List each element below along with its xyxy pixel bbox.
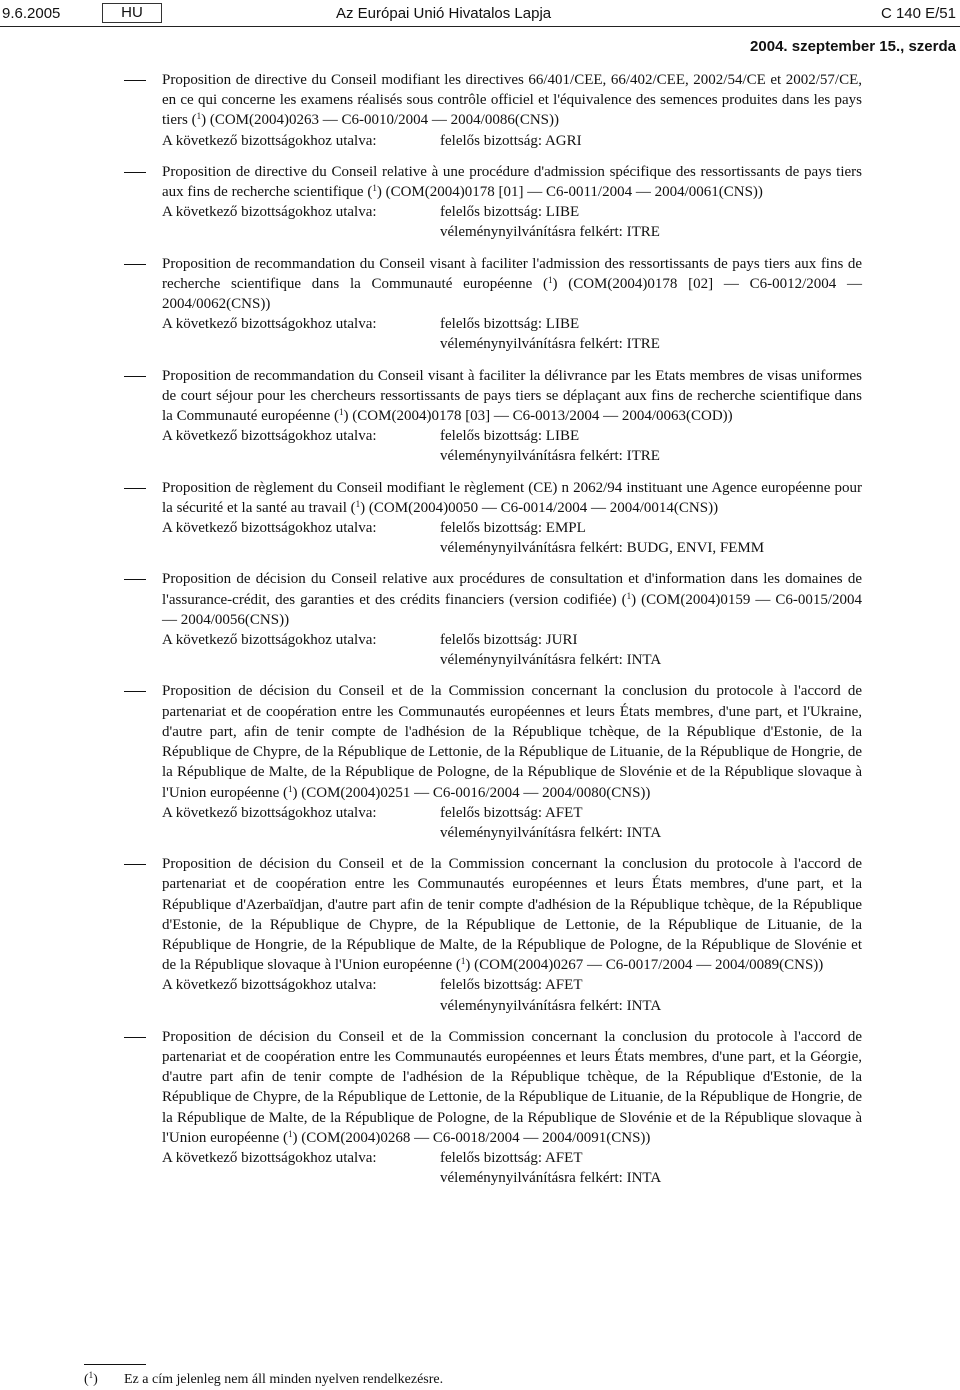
proposal-entry <box>0 681 960 843</box>
proposal-title: Proposition de directive du Conseil modifiant les directives 66/401/CEE, 66/402/CEE, 2002/54/CE et 2002/57/CE, en ce qui concerne les examens réalisés sous contrôle officiel et l'équivalence des semences produites dans les pays tiers ($^1$) (COM(2004)0263 — C6-0010/2004 — 2004/0086(CNS)) <box>162 72 862 129</box>
committee-assignment <box>162 202 862 242</box>
opinion-committee: véleménynyilvánításra felkért: ITRE <box>440 448 660 465</box>
proposal-entry <box>0 70 960 151</box>
proposal-title: Proposition de règlement du Conseil modifiant le règlement (CE) n 2062/94 instituant une Agence européenne pour la sécurité et la santé au travail ($^1$) (COM(2004)0050 — C6-0014/2004 — 2004/0014(CNS)) <box>162 479 862 516</box>
committee-assignment <box>162 1148 862 1188</box>
proposal-list <box>0 70 960 1199</box>
committee-assignment <box>162 131 862 151</box>
proposal-entry <box>0 569 960 670</box>
committee-assignment <box>162 803 862 843</box>
committee-assignment <box>162 426 862 466</box>
em-dash-bullet <box>124 376 146 377</box>
responsible-committee: felelős bizottság: AGRI <box>440 132 582 149</box>
responsible-committee: felelős bizottság: EMPL <box>440 520 586 537</box>
proposal-entry <box>0 162 960 243</box>
proposal-title: Proposition de décision du Conseil relative aux procédures de consultation et d'information dans les domaines de l'assurance-crédit, des garanties et des crédits financiers (version codifiée) ($^1$) (COM(2004)0159 — C6-0015/2004 — 2004/0056(CNS)) <box>162 571 863 628</box>
opinion-committee: véleménynyilvánításra felkért: ITRE <box>440 224 660 241</box>
committee-assignment <box>162 518 862 558</box>
proposal-entry <box>0 854 960 1016</box>
em-dash-bullet <box>124 691 146 692</box>
proposal-title: Proposition de directive du Conseil relative à une procédure d'admission spécifique des ressortissants de pays tiers aux fins de recherche scientifique ($^1$) (COM(2004)0178 [01] — C6-0011/2004 — 2004/0061(CNS)) <box>162 163 862 201</box>
footnote <box>84 1371 443 1389</box>
opinion-committee: véleménynyilvánításra felkért: INTA <box>440 652 662 669</box>
proposal-title: Proposition de décision du Conseil et de la Commission concernant la conclusion du protocole à l'accord de partenariat et de coopération entre les Communautés européennes et leurs États membres, d'une part, et la République d'Azerbaïdjan, d'autre part afin de tenir compte d'adhésion de la République tchèque, de la République d'Estonie, de la République de Chypre, de la République de Lettonie, de la République de Lituanie, de la République de Hongrie, de la République de Malte, de la République de Pologne, de la République de Slovénie et de la République slovaque à l'Union européenne ($^1$) (COM(2004)0267 — C6-0017/2004 — 2004/0089(CNS)) <box>162 856 862 974</box>
proposal-title: Proposition de décision du Conseil et de la Commission concernant la conclusion du protocole à l'accord de partenariat et de coopération entre les Communautés européennes et leurs États membres, d'une part, et la Géorgie, d'autre part afin de tenir compte de l'adhésion de la République tchèque, de la République d'Estonie, de la République de Chypre, de la République de Lettonie, de la République de Lituanie, de la République de Hongrie, de la République de Malte, de la République de Pologne, de la République de Slovénie et de la République slovaque à l'Union européenne ($^1$) (COM(2004)0268 — C6-0018/2004 — 2004/0091(CNS)) <box>162 1028 862 1146</box>
em-dash-bullet <box>124 488 146 489</box>
responsible-committee: felelős bizottság: LIBE <box>440 204 580 221</box>
opinion-committee: véleménynyilvánításra felkért: BUDG, ENVI, FEMM <box>440 540 765 557</box>
em-dash-bullet <box>124 1037 146 1038</box>
footnote-mark: ($^1$) <box>84 1370 98 1387</box>
committee-assignment <box>162 314 862 354</box>
footnote-text: Ez a cím jelenleg nem áll minden nyelven rendelkezésre. <box>124 1372 444 1387</box>
em-dash-bullet <box>124 264 146 265</box>
em-dash-bullet <box>124 80 146 81</box>
page-reference: C 140 E/51 <box>880 5 956 22</box>
em-dash-bullet <box>124 172 146 173</box>
language-box: HU <box>102 3 162 23</box>
em-dash-bullet <box>124 579 146 580</box>
session-date: 2004. szeptember 15., szerda <box>750 38 956 55</box>
proposal-title: Proposition de recommandation du Conseil visant à faciliter l'admission des ressortissants de pays tiers aux fins de recherche scientifique dans la Communauté européenne ($^1$) (COM(2004)0178 [02] — C6-0012/2004 — 2004/0062(CNS)) <box>162 255 862 313</box>
assignment-label: A következő bizottságokhoz utalva: <box>162 132 377 149</box>
assignment-label: A következő bizottságokhoz utalva: <box>162 428 377 445</box>
responsible-committee: felelős bizottság: AFET <box>440 804 583 821</box>
assignment-label: A következő bizottságokhoz utalva: <box>162 632 377 649</box>
proposal-title: Proposition de décision du Conseil et de la Commission concernant la conclusion du protocole à l'accord de partenariat et de coopération entre les Communautés européennes et leurs États membres, d'une part, et l'Ukraine, d'autre part, afin de tenir compte de l'adhésion de la République tchèque, de la République d'Estonie, de la République de Chypre, de la République de Lettonie, de la République de Lituanie, de la République de Hongrie, de la République de Malte, de la République de Pologne, de la République de Slovénie et de la République slovaque à l'Union européenne ($^1$) (COM(2004)0251 — C6-0016/2004 — 2004/0080(CNS)) <box>162 683 862 801</box>
proposal-entry <box>0 478 960 559</box>
committee-assignment <box>162 630 862 670</box>
responsible-committee: felelős bizottság: JURI <box>440 632 578 649</box>
publication-date: 9.6.2005 <box>2 5 61 22</box>
responsible-committee: felelős bizottság: LIBE <box>440 428 580 445</box>
proposal-entry <box>0 254 960 355</box>
assignment-label: A következő bizottságokhoz utalva: <box>162 977 377 994</box>
assignment-label: A következő bizottságokhoz utalva: <box>162 1149 377 1166</box>
committee-assignment <box>162 975 862 1015</box>
opinion-committee: véleménynyilvánításra felkért: ITRE <box>440 336 660 353</box>
journal-title: Az Európai Unió Hivatalos Lapja <box>336 5 552 22</box>
em-dash-bullet <box>124 864 146 865</box>
header-rule <box>0 26 960 27</box>
assignment-label: A következő bizottságokhoz utalva: <box>162 520 377 537</box>
footnote-rule <box>84 1364 146 1365</box>
responsible-committee: felelős bizottság: AFET <box>440 977 583 994</box>
opinion-committee: véleménynyilvánításra felkért: INTA <box>440 824 662 841</box>
assignment-label: A következő bizottságokhoz utalva: <box>162 804 377 821</box>
proposal-entry <box>0 1027 960 1189</box>
responsible-committee: felelős bizottság: LIBE <box>440 316 580 333</box>
opinion-committee: véleménynyilvánításra felkért: INTA <box>440 1170 662 1187</box>
assignment-label: A következő bizottságokhoz utalva: <box>162 316 377 333</box>
opinion-committee: véleménynyilvánításra felkért: INTA <box>440 997 662 1014</box>
proposal-entry <box>0 366 960 467</box>
page-header <box>0 3 960 25</box>
proposal-title: Proposition de recommandation du Conseil visant à faciliter la délivrance par les Etats membres de visas uniformes de court séjour pour les chercheurs ressortissants de pays tiers se déplaçant aux fins de recherche scientifique dans la Communauté européenne ($^1$) (COM(2004)0178 [03] — C6-0013/2004 — 2004/0063(COD)) <box>162 367 862 425</box>
responsible-committee: felelős bizottság: AFET <box>440 1149 583 1166</box>
assignment-label: A következő bizottságokhoz utalva: <box>162 204 377 221</box>
